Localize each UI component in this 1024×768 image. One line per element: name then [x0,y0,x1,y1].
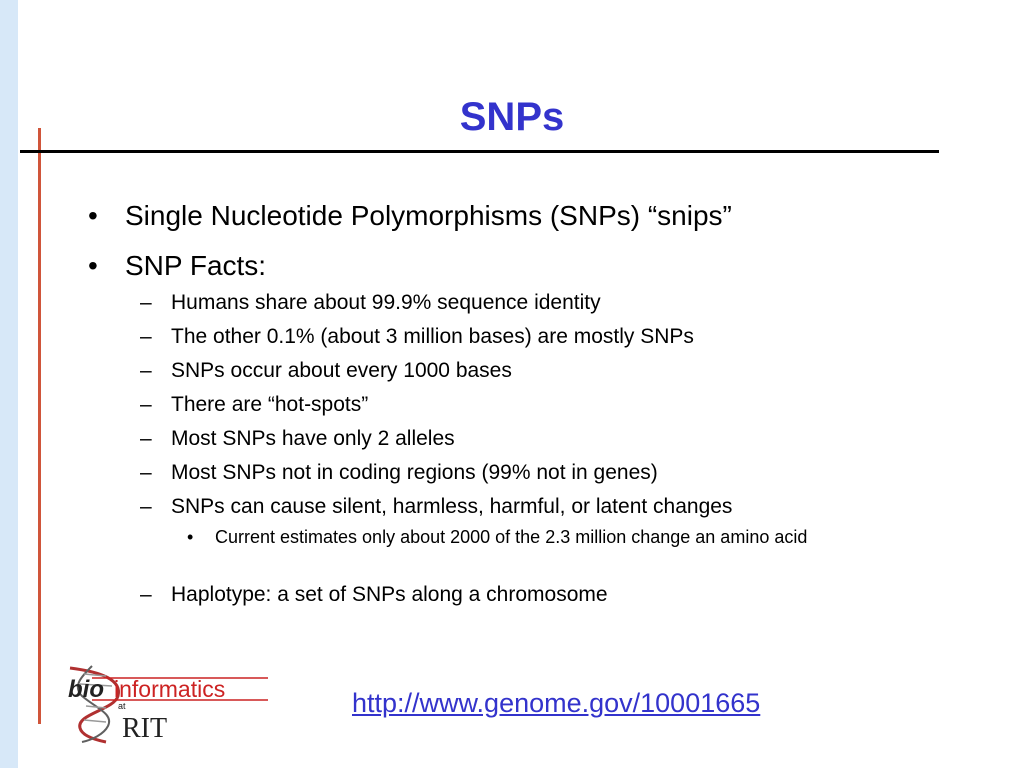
logo-informatics-text: informatics [114,676,226,702]
fact-text: Most SNPs have only 2 alleles [171,427,455,450]
bullet-marker: • [88,250,98,281]
dash-marker: – [140,325,152,348]
fact-text: The other 0.1% (about 3 million bases) are mostly SNPs [171,325,694,348]
dash-marker: – [140,427,152,450]
reference-link[interactable]: http://www.genome.gov/10001665 [352,688,761,718]
fact-text: SNPs can cause silent, harmless, harmful, or latent changes [171,495,733,518]
fact-text: Humans share about 99.9% sequence identity [171,291,601,314]
dash-marker: – [140,291,152,314]
dash-marker: – [140,495,152,518]
bioinformatics-rit-logo [62,662,272,744]
sub-fact-text: Current estimates only about 2000 of the 2.3 million change an amino acid [215,527,808,547]
fact-text: Most SNPs not in coding regions (99% not in genes) [171,461,658,484]
slide-title: SNPs [459,95,565,139]
bullet-marker: • [187,527,194,547]
dash-marker: – [140,393,152,416]
dash-marker: – [140,583,152,606]
dash-marker: – [140,461,152,484]
dna-helix-logo-icon [62,662,272,744]
fact-text: Haplotype: a set of SNPs along a chromosome [171,583,608,606]
fact-text: SNPs occur about every 1000 bases [171,359,512,382]
logo-rit-text: RIT [122,713,168,744]
bullet-text: Single Nucleotide Polymorphisms (SNPs) “snips” [125,200,732,231]
vertical-accent-rule [38,128,41,724]
dash-marker: – [140,359,152,382]
bullet-text: SNP Facts: [125,250,267,281]
bullet-marker: • [88,200,98,231]
title-underline-rule [20,150,939,153]
logo-at-text: at [118,701,126,711]
fact-text: There are “hot-spots” [171,393,369,416]
logo-bio-text: bio [68,676,104,703]
